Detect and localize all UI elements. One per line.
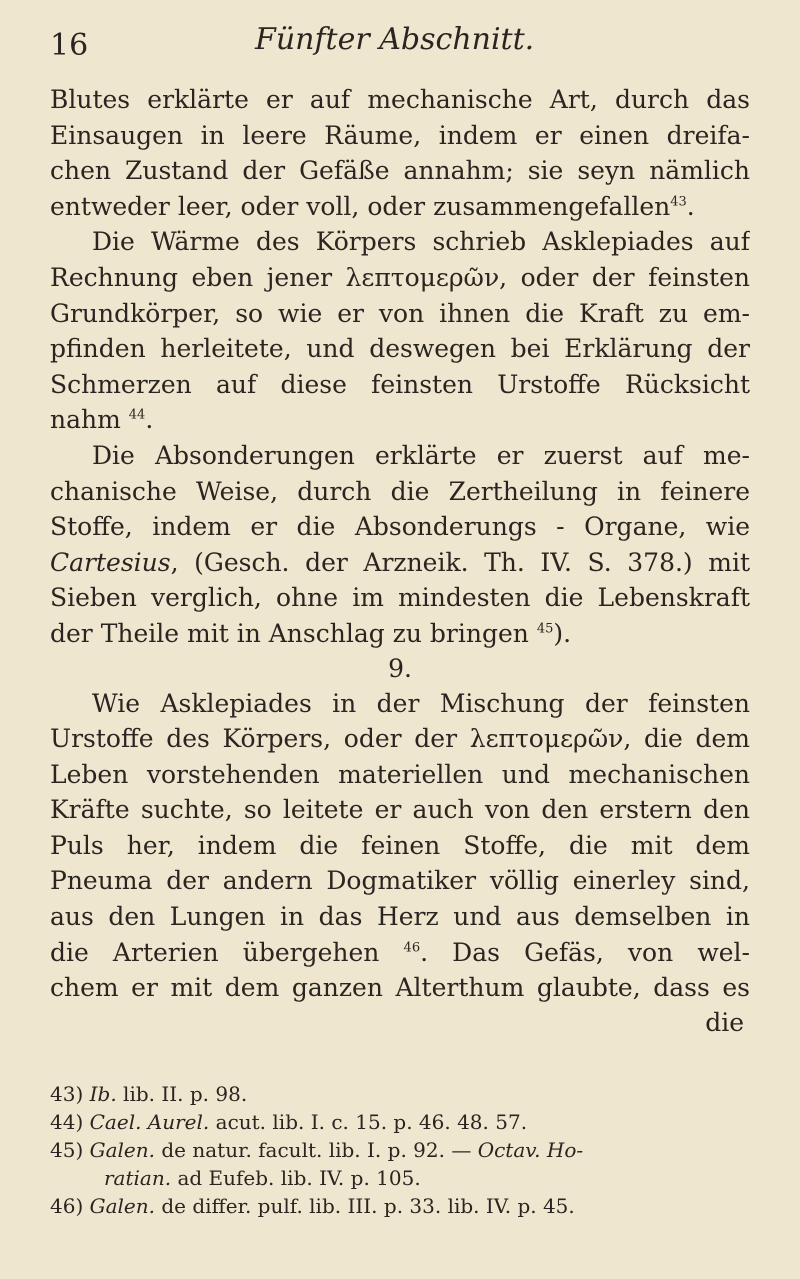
footnote-46: 46) Galen. de differ. pulf. lib. III. p. 33. lib. IV. p. 45. <box>50 1194 575 1218</box>
text-line: aus den Lungen in das Herz und aus demselben in <box>50 902 750 932</box>
text-line: Einsaugen in leere Räume, indem er einen dreifa- <box>50 120 750 150</box>
text-line: Blutes erklärte er auf mechanische Art, durch das <box>50 85 750 114</box>
footnote-45: 45) Galen. de natur. facult. lib. I. p. 92. — Octav. Ho- <box>50 1138 584 1162</box>
text-line: chen Zustand der Gefäße annahm; sie seyn nämlich <box>50 156 750 186</box>
text-line: entweder leer, oder voll, oder zusammengefallen$^{43}$. <box>50 191 695 221</box>
text-line: Wie Asklepiades in der Mischung der feinsten <box>92 688 750 718</box>
text-line: Cartesius, (Gesch. der Arzneik. Th. IV. S. 378.) mit <box>50 547 750 577</box>
text-line: Schmerzen auf diese feinsten Urstoffe Rücksicht <box>50 369 750 399</box>
text-line: Leben vorstehenden materiellen und mechanischen <box>50 759 750 789</box>
paragraph-1 <box>50 82 750 224</box>
page-number: 16 <box>50 28 89 63</box>
text-line: Pneuma der andern Dogmatiker völlig einerley sind, <box>50 866 750 896</box>
paragraph-3 <box>50 438 750 652</box>
text-line: Grundkörper, so wie er von ihnen die Kraft zu em- <box>50 298 750 328</box>
footnote-43: 43) Ib. lib. II. p. 98. <box>50 1082 248 1106</box>
body-text <box>50 82 750 1040</box>
text-line: Die Wärme des Körpers schrieb Asklepiades auf <box>92 227 750 257</box>
text-line: der Theile mit in Anschlag zu bringen $^{45}$). <box>50 618 572 648</box>
paragraph-2 <box>50 224 750 438</box>
section-number: 9. <box>388 653 412 683</box>
text-line: Urstoffe des Körpers, oder der λεπτομερῶν, die dem <box>50 724 750 754</box>
running-head: Fünfter Abschnitt. <box>255 22 535 57</box>
footnote-ref[interactable]: 46 <box>403 940 421 956</box>
text-line: Kräfte suchte, so leitete er auch von den erstern den <box>50 795 750 825</box>
text-line: pfinden herleitete, und deswegen bei Erklärung der <box>50 334 750 364</box>
text-line: Die Absonderungen erklärte er zuerst auf me- <box>92 440 750 470</box>
page-header <box>50 22 750 72</box>
footnote-ref[interactable]: 44 <box>128 408 146 424</box>
catchword: die <box>705 1007 744 1037</box>
paragraph-4 <box>50 686 750 1040</box>
footnotes <box>50 1080 750 1220</box>
text-line: Stoffe, indem er die Absonderungs - Organe, wie <box>50 512 750 542</box>
text-line: chem er mit dem ganzen Alterthum glaubte, dass es <box>50 973 750 1003</box>
text-line: Puls her, indem die feinen Stoffe, die mit dem <box>50 830 750 860</box>
text-line: nahm $^{44}$. <box>50 405 154 435</box>
footnote-44: 44) Cael. Aurel. acut. lib. I. c. 15. p. 46. 48. 57. <box>50 1110 528 1134</box>
footnote-45-continued: ratian. ad Eufeb. lib. IV. p. 105. <box>104 1166 421 1190</box>
text-line: die Arterien übergehen $^{46}$. Das Gefäs, von wel- <box>50 937 750 967</box>
text-line: chanische Weise, durch die Zertheilung in feinere <box>50 476 750 506</box>
author-name: Cartesius <box>50 547 171 577</box>
footnote-ref[interactable]: 43 <box>670 194 687 210</box>
text-line: Sieben verglich, ohne im mindesten die Lebenskraft <box>50 583 750 613</box>
text-line: Rechnung eben jener λεπτομερῶν, oder der feinsten <box>50 262 750 292</box>
footnote-ref[interactable]: 45 <box>536 621 554 637</box>
